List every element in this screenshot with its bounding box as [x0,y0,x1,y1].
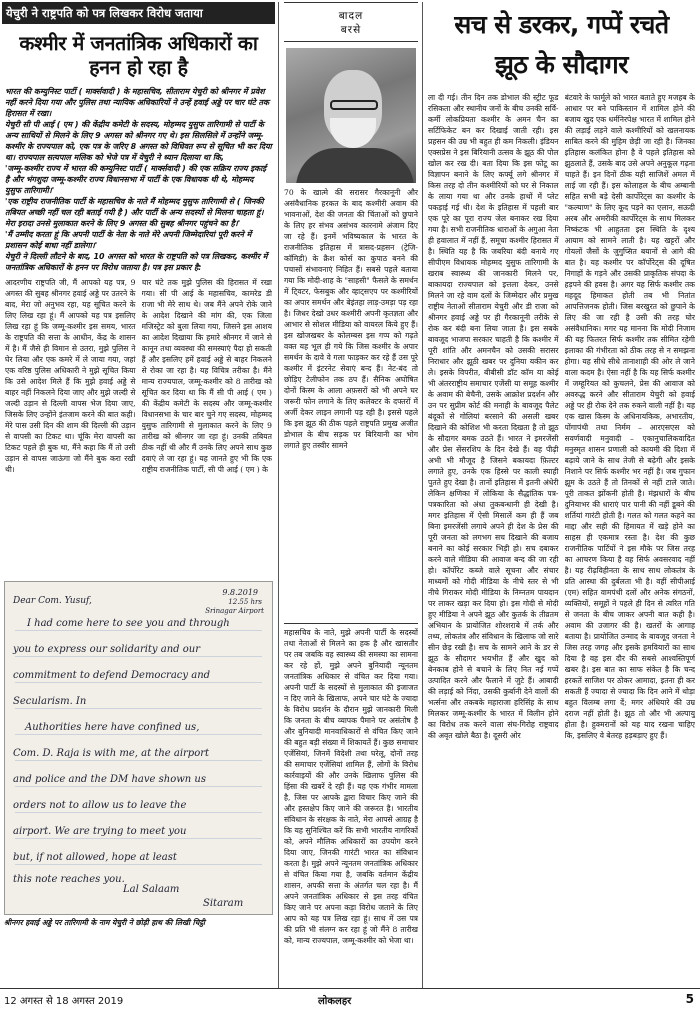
issue-date-range: 12 अगस्त से 18 अगस्त 2019 [4,996,124,1007]
letter-line: commitment to defend Democracy and [13,670,211,681]
letter-closing: Lal Salaam [123,884,180,895]
column-text-b [284,627,418,990]
letter-line: Authorities here have confined us, [25,722,200,733]
letter-time: 12.55 hrs [228,598,262,606]
article-headline-line-1: सच से डरकर, गप्पें रचते [454,10,669,39]
letter-signature: Sitaram [203,898,244,909]
letter-place: Srinagar Airport [205,607,264,615]
letter-line: airport. We are trying to meet you [13,826,187,837]
letter-line: but, if not allowed, hope at least [13,852,177,863]
article-deck [5,86,272,273]
body-column-2 [565,92,696,990]
column-title-line: बादल [338,10,364,22]
article-body-columns [428,92,695,990]
middle-column [282,2,420,990]
article-headline-line-2: झूठ के सौदागर [495,50,628,79]
photo-caption: श्रीनगर हवाई अड्डे पर तारिगामी के नाम येचुरी ने छोड़ी हाथ की लिखी चिट्ठी [4,918,205,927]
body-text: 70 के खात्मे की सरासर गैरकानूनी और असंवैधानिक हरकत के बाद कश्मीरी अवाम की भावनाओं, देश की जनता की चिंताओं को छुपाने के लिए हर संभव असंभव कारनामे अंजाम दिए जा रहे हैं। इनमें भविष्यकाल के भारत के राजनीतिक इतिहास में त्रासद-प्रहसन (ट्रेजि-कॉमिडी) के क्रैश कोर्स का कुपाठ बनने की पचासों संभावनाएं निहित हैं। सबसे पहले बताया गया कि मोदी-शाह के "साहसी" फैसले के समर्थन में टि्वटर, फेसबुक और व्हाट्सएप पर कश्मीरियों का अपार समर्थन और बेइंतहा लाड़-उमड़ा पड़ रहा है। जिधर देखो उधर कश्मीरी अपनी कृतज्ञता और आभार से सोशल मीडिया को वायरल किये हुए हैं। इस खोजखबर के कोलम्बस इस गप्प को गढ़ते वक्त यह भूल ही गये कि जिस कश्मीर के अपार समर्थन के दावे वे गला फाड़कर कर रहे हैं उस पूरे कश्मीर में इंटरनेट सेवाएं बन्द हैं। नेट-बंद तो छोड़िए टेलीफोन तक ठप हैं। सैनिक अघोषित दोनों किस्म के आला अफ़सरों को भी अपने घर जरूरी फोन लगाने के लिए कलेक्टर के दफ्तरों में अर्जी देकर लाइन लगानी पड़ रही है। इससे पहले कि इस झूठ की ठीक पहले राष्ट्रपति प्रमुख अजीत डोभाल के बीच सड़क पर बिरियानी का भोग लगाते हुए तस्वीर सामने [284,188,418,450]
letter-line: orders not to allow us to leave the [13,800,187,811]
column-title [282,9,420,37]
page-footer [0,988,700,1010]
letter-salutation: Dear Com. Yusuf, [13,596,92,606]
column-divider [278,2,279,988]
letter-line: Secularism. In [13,696,87,707]
column-divider [422,2,423,988]
deck-paragraph: 'मैं उम्मीद करता हूं कि अपनी पार्टी के नेता के नाते मेरे अपनी जिम्मेदारियां पूरी करने में प्रशासन कोई बाधा नहीं डालेगा।' [5,230,252,250]
letter-body-columns [5,277,272,575]
letter-line: you to express our solidarity and our [13,644,200,655]
letter-date: 9.8.2019 [222,588,258,597]
letter-line: and police and the DM have shown us [13,774,206,785]
column-title-line: बरसे [340,24,362,36]
deck-paragraph: भारत की कम्युनिस्ट पार्टी ( मार्क्सवादी ) के महासचिव, सीताराम येचुरी को श्रीनगर में प्रवेश नहीं करने दिया गया और पुलिस तथा न्यायिक अधिकारियों ने उन्हें हवाई अड्डे पर चार घंटे तक हिरासत में रखा। [5,87,270,118]
body-text: चार घंटे तक मुझे पुलिस की हिरासत में रखा गया। सी पी आई के महासचिव, कामरेड डी राजा भी मेरे साथ थे। जब मैंने अपने रोके जाने के आदेश दिखाने की मांग की, एक जिला मजिस्ट्रेट को बुला लिया गया, जिसने इस आशय का आदेश दिखाया कि हमारे श्रीनगर में जाने से कानून तथा व्यवस्था की समस्याएं पैदा हो सकती हैं और इसलिए हमें हवाई अड्डे से बाहर निकलने से रोका जा रहा है। यह विचित्र तरीका है। मैंने मान्य राज्यपाल, जम्मू-कश्मीर को 8 तारीख को सूचित कर दिया था कि मैं सी पी आई ( एम ) की केंद्रीय कमेटी के सदस्य और जम्मू-कश्मीर विधानसभा के चार बार चुने गए सदस्य, मोहम्मद युसुफ तारिगामी से मुलाकात करने के लिए 9 तारीख को श्रीनगर जा रहा हूं। उनकी तबियत ठीक नहीं थी और मैं उनके लिए अपने साथ कुछ दवाएं ले जा रहा हूं। यह जानते हुए भी कि एक राष्ट्रीय राजनीतिक पार्टी, सी पी आई ( एम ) के [141,278,272,474]
body-column-2 [142,277,273,575]
columnist-photo [286,48,416,183]
letter-line: this note reaches you. [13,874,125,885]
body-text: आदरणीय राष्ट्रपति जी, मैं आपको यह पत्र, 9 अगस्त की सुबह श्रीनगर हवाई अड्डे पर उतरने के बाद, मेरा जो अनुभव रहा, यह सूचित करने के लिए लिख रहा हूं। मैं आपको यह पत्र इसलिए लिख रहा हूं कि जम्मू-कश्मीर इस समय, भारत के राष्ट्रपति की सत्ता के आधीन, केंद्र के शासन में है। मैं जैसे ही विमान से उतरा, मुझे पुलिस ने घेर लिया और एक कमरे में ले जाया गया, जहां एक वरिष्ठ पुलिस अधिकारी ने मुझे सूचित किया कि उसे आदेश मिले हैं कि मुझे हवाई अड्डे से बाहर नहीं निकलने दिया जाए और मुझे जल्दी से जल्दी उड़ान से दिल्ली वापस भेज दिया जाए, जिसके लिए उन्होंने इंतजाम करने की बात कही। मेरे पास उसी दिन की शाम की दिल्ली की उड़ान से वापसी का टिकट था। चूंकि मेरा वापसी का टिकट पहले ही बुक था, मैंने कहा कि मैं तो उसी उड़ान से वापस जाऊंगा जो मैंने बुक करा रखी थी। [5,278,136,474]
left-article [2,2,275,990]
right-article [425,2,698,990]
body-text: महासचिव के नाते, मुझे अपनी पार्टी के सदस्यों तथा नेताओं से मिलने का हक है और खासतौर पर तब जबकि वह स्वास्थ्य की समस्या का सामना कर रहे हों, मुझे अपने बुनियादी न्यूनतम जनतांत्रिक अधिकार से वंचित कर दिया गया। अपनी पार्टी के सदस्यों से मुलाकात की इजाजत न दिए जाने के खिलाफ, अपने चार घंटे के ज्यादा के विरोध प्रदर्शन के दौरान मुझे जानकारी मिली कि जनता के बीच व्यापक पैमाने पर असंतोष है और बुनियादी मानवाधिकारों से वंचित किए जाने की बहुत बड़ी संख्या में शिकायतें हैं। कुछ समाचार एजेंसियां, जिनमें विदेशी तथा घरेलू, दोनों तरह की समाचार एजेंसियां शामिल हैं, लोगों के विरोध कार्रवाइयों की और उनके खिलाफ पुलिस की हिंसा की खबरें दे रही हैं। यह एक गंभीर मामला है, जिस पर आपके द्वारा विचार किए जाने की और हस्तक्षेप किए जाने की जरूरत है। भारतीय संविधान के संरक्षक के नाते, मेरा आपसे आग्रह है कि यह सुनिश्चित करें कि सभी भारतीय नागरिकों को, अपने मौलिक अधिकारों का उपयोग करने दिया जाए, जिनकी गारंटी भारत का संविधान करता है। मुझे अपने न्यूनतम जनतांत्रिक अधिकार से वंचित किया गया है, जबकि वर्तमान केंद्रीय शासन, अपकी सत्ता के अंतर्गत चल रहा है। मैं अपने जनतांत्रिक अधिकार से इस तरह वंचित किए जाने पर अपना कड़ा विरोध जताने के लिए आप को यह पत्र लिख रहा हूं। साथ में उस पत्र की प्रति भी संलग्न कर रहा हूं जो मैंने 8 तारीख को, मान्य राज्यपाल, जम्मू-कश्मीर को भेजा था। [284,628,418,945]
publication-name: लोकलहर [318,996,352,1007]
body-column-1 [5,277,136,575]
page-number: 5 [685,992,694,1006]
handwritten-letter-image [4,581,273,915]
column-text-a [284,187,418,620]
deck-paragraph: 'जम्मू-कश्मीर राज्य में भारत की कम्युनिस्ट पार्टी ( मार्क्सवादी ) की एक सक्रिय राज्य इकाई है और भंगशुदा जम्मू-कश्मीर राज्य विधानसभा में पार्टी के एक विधायक थी थे, मोहम्मद युसुफ तारिगामी।' [5,164,267,195]
body-column-1 [428,92,559,990]
deck-paragraph: येचुरी ने दिल्ली लौटने के बाद, 10 अगस्त को भारत के राष्ट्रपति को पत्र लिखकर, कश्मीर में जनतांत्रिक अधिकारों के हनन पर विरोध जताया है। पत्र इस प्रकार है: [5,252,268,272]
letter-line: I had come here to see you and through [27,618,230,629]
body-text: ला दी गई। तीन दिन तक डोभाल की स्ट्रीट फूड रसिकता और स्थानीय जनों के बीच उनकी सर्वि-कर्मी लोकप्रियता कश्मीर के अमन चैन का सर्टिफिकेट बन कर दिखाई जाती रही। इस प्रहसन की उम्र भी बहुत ही कम निकली। इंडियन एक्सप्रेस ने इस बिरियानी उत्सव के झूठ की पोल खोल कर रख दी। बता दिया कि इस फोटू का विज्ञापन बनाने के लिए कर्फ्यू लगे श्रीनगर में किस तरह दो तीन कश्मीरियों को घर से निकाल के लाया गया था और उनके हाथों में प्लेट पकड़ाई गई थी। देश के इतिहास में पहली बार एक पूरे का पूरा राज्य जेल बनाकर रख दिया गया है। सभी राजनीतिक धाराओं के अगुआ नेता ही हवालात में नहीं हैं, समूचा कश्मीर हिरासत में है। स्थिति यह है कि जबरिया बंदी बनाये गए सीपीएम विधायक मोहम्मद युसुफ तारिगामी के खराब स्वास्थ्य की जानकारी मिलने पर, बाकायदा राज्यपाल को इत्तला देकर, उनसे मिलने जा रहे वाम दलों के जिम्मेदार और प्रमुख राष्ट्रीय नेताओं सीताराम येचुरी और डी राजा को श्रीनगर हवाई अड्डे पर ही गैरकानूनी तरीके से रोक कर बंदी बना लिया जाता है। इस सबके बावजूद भाजपा सरकार चाहती है कि कश्मीर में पूरी शांति और अमनचैन को उसकी सरासर निराधार और झूठी खबर पर दुनिया यकीन कर ले। इसके विपरीत, बीबीसी डॉट कॉम या कोई भी अंतरराष्ट्रीय समाचार एजेंसी या समूह कश्मीर के अवाम की बेचैनी, उसके आक्रोश प्रदर्शन और उन पर सुप्रीम कोर्ट की मनाही के बावजूद पैलेट बंदूकों से गोलियां बरसाने की असली खबर दिखाने की कोशिश भी करता दिखता है तो झूठ के सौदागर बमक उठते हैं। भारत ने इमरजेंसी और प्रेस सेंसरशिप के दिन देखे हैं। वह पीढ़ी अभी भी मौजूद है जिसने बकायदा फ़ि​ल्टर लगाते हुए, उनके एक हिस्से पर काली स्याही पुतते हुए देखा है। तानों इतिहास में इतनी अंधेरी लेकिन क्षणिका में लोकिया के सैद्धांतिक पत्र-पत्रकारिता को अंधा तुकबन्धानी ही देखी है। मगर इतिहास में ऐसी मिसालें कम ही हैं जब बिना इमरजेंसी लगाये अपने ही देश के प्रेस की पूरी जनता को लगभग सच दिखाने की बजाय बनाने का कोई सरकार भिड़ी हो। सच दबाकर करने वाले मीडिया की आवाज बन्द की जा रही हो। कॉर्पोरेट कब्जे वाले सूचना और संचार माध्यमों को गोदी मीडिया के नीचे स्तर से भी नीचे गिराकर मोदी मीडिया के निम्नतम पायदान पर लाकर खड़ा कर दिया हो। इस गोदी से मोदी हुए मीडिया ने अपने झूठ और कुतर्क के तीव्रतम अभियान के प्रायोजित शोरशराबे में तर्क और तथ्य, लोकतंत्र और संविधान के खिलाफ जो सारे सीन छेड़ रखी है। सच के सामने आने के डर से झूठ के सौदागर भयभीत हैं और खुद को बेनकाब होने से बचाने के लिए नित नई गप्पें उत्पादित करने और फैलाने में जुटे हैं। आबादी की लड़ाई को निंदा, उसकी कुर्बानी देने वालों की भर्त्सना और तकबके महाराजा हरिसिंह के साथ मिलकर जम्मू-कश्मीर के भारत में विलीन होने का विरोध तक करने वाला संघ-गिरोह राष्ट्रवाद की अवृत खोले बैठा है। दूसरी ओर [428,93,559,740]
body-text: बंटवारे के फार्मूले को भारत बताते हुए मजहब के आधार पर बने पाकिस्तान में शामिल होने की बजाय खुद एक धर्मनिरपेक्ष भारत में शामिल होने की लड़ाई लड़ने वाले कश्मीरियों को खलनायक साबित करने की मुहिम छेड़ी जा रही है। जिनका इतिहास कलंकित होना है वे पहले इतिहास को झुठलाते हैं, उसके बाद उसे अपने अनुकूल गढ़ना चाहते हैं। इन दिनों ठीक यही साजिशें अमल में लाई जा रही हैं। इस कोलाहल के बीच अम्बानी सहित सभी बड़े देसी कार्पोरेट्स का कश्मीर के "कल्याण" के लिए कूद पड़ने का एलान, सऊदी अरब और अमरीकी कार्पोरेट्स के साथ मिलकर निष्कंटक भी आहुतता इस स्थिति के दृश्य आयाम को सामने लाती है। यह खट्टरों और गोयलों जैसों के जुगुप्सित बयानों से आगे की बात है। यह कश्मीर पर कॉर्पोरेट्स की दूषित निगाहों के गड़ने और उसकी प्राकृतिक संपदा के हड़पने की हवस है। अगर यह सिर्फ कश्मीर तक महदूद हिमाकत होती तब भी नितांत आपत्तिजनक होती। जिस बरखुरत को छुपाने के लिए की जा रही है उसी की तरह घोर असंवैधानिक। मगर यह मानना कि मोदी निजाम की यह फितरत सिर्फ कश्मीर तक सीमित रहेगी इलाका की गंभीरता को ठीक तरह से न समझना होगा। यह सीधे सीधे तानाशाही की ओर ले जाने वाला कदम है। ऐसा नहीं है कि यह सिर्फ कश्मीर में जम्हूरियत को कुचलने, प्रेस की आवाज को अवरुद्ध करने और सीताराम येचुरी को हवाई अड्डे पर ही रोक देने तक रुकने वाली नहीं है। यह एक खास किस्म के अधिनायकिक, अभारतीय, पोंगापंथी तथा निर्मम – आरएसएस को सवर्णवादी मनुवादी – एकानुचालिकवादित मनुस्मृत शासन प्रणाली को कायमी की दिशा में बढ़ाये जाने के साथ तेजी से बढ़ेगी और इसके निशाने पर सिर्फ कश्मीर भर नहीं है। जब गुफान झूम के उठते हैं तो तिनकों से नहीं टाले जाते। पूरी ताकत झोंकनी होती है। मंझधारों के बीच दुनियाभर की धाराएं पार पानी की नहीं डूबने की शर्तियां गारंटी होती है। गलत को गलत कहने का माद्दा और सही की हिमायत में खड़े होने का साहस ही एकमात्र रस्ता है। देश की कुछ राजनीतिक पार्टियों ने इस मौके पर जिस तरह का आचरण किया है वह सिर्फ अवसरवाद नहीं है। यह रीढ़विहीनता के साथ साथ लोकतंत्र के प्रति आस्था की दुर्बलता भी है। वहीं सीपीआई (एम) सहित वामपंथी दलों और अनेक संगठनों, व्यक्तियों, समूहों ने पहले ही दिन से त्वरित गति से जनता के बीच जाकर अपनी बात कही है। अवाम की उजागर की है। खतरों के आगाह बताया है। प्रायोजित उन्माद के बावजूद जनता ने जिस तरह जगह और इसके हमवियारों का साथ दिया है वह इस दौर की सबसे आश्वस्तिपूर्ण खबर है। इस बात का साफ संकेत है कि चन्द हरकतें साजिश पर ठोकर आमादा, इतना ही कर सकती हैं ज्यादा से ज्यादा कि दिन आने में थोड़ा बहुत विलम्ब लगा दें; मगर अंधियारे की उम्र दराज नहीं होती है। झूठ तो और भी अल्पायु होता है। हुक्मरानों को यह याद रखना चाहिए कि, इसलिए वे बेतरह हड़बड़ाए हुए हैं। [564,93,695,740]
deck-paragraph: 'एक राष्ट्रीय राजनीतिक पार्टी के महासचिव के नाते मैं मोहम्मद युसुफ तारिगामी से ( जिनकी तबियत अच्छी नहीं चल रही बताई गयी है ) और पार्टी के अन्य सदस्यों से मिलना चाहता हूं। मेरा इरादा उनसे मुलाकात करने के लिए 9 अगस्त की सुबह श्रीनगर पहुंचने का है।' [5,197,264,228]
deck-paragraph: येचुरी सी पी आई ( एम ) की केंद्रीय कमेटी के सदस्य, मोहम्मद युसुफ तारिगामी से पार्टी के अन्य साथियों से मिलने के लिए 9 अगस्त को श्रीनगर गए थे। इस सिलसिले में उन्होंने जम्मू-कश्मीर के राज्यपाल को, एक पत्र के जरिए 8 अगस्त को विधिवत रूप से सूचित भी कर दिया था। राज्यपाल सत्यपाल मलिक को भेजे पत्र में येचुरी ने ध्यान दिलाया था कि, [5,120,272,162]
letter-line: Com. D. Raja is with me, at the airport [13,748,210,759]
article-kicker-banner: येचुरी ने राष्ट्रपति को पत्र लिखकर विरोध जताया [2,2,275,24]
article-headline: कश्मीर में जनतांत्रिक अधिकारों का हनन हो रहा है [19,32,258,79]
